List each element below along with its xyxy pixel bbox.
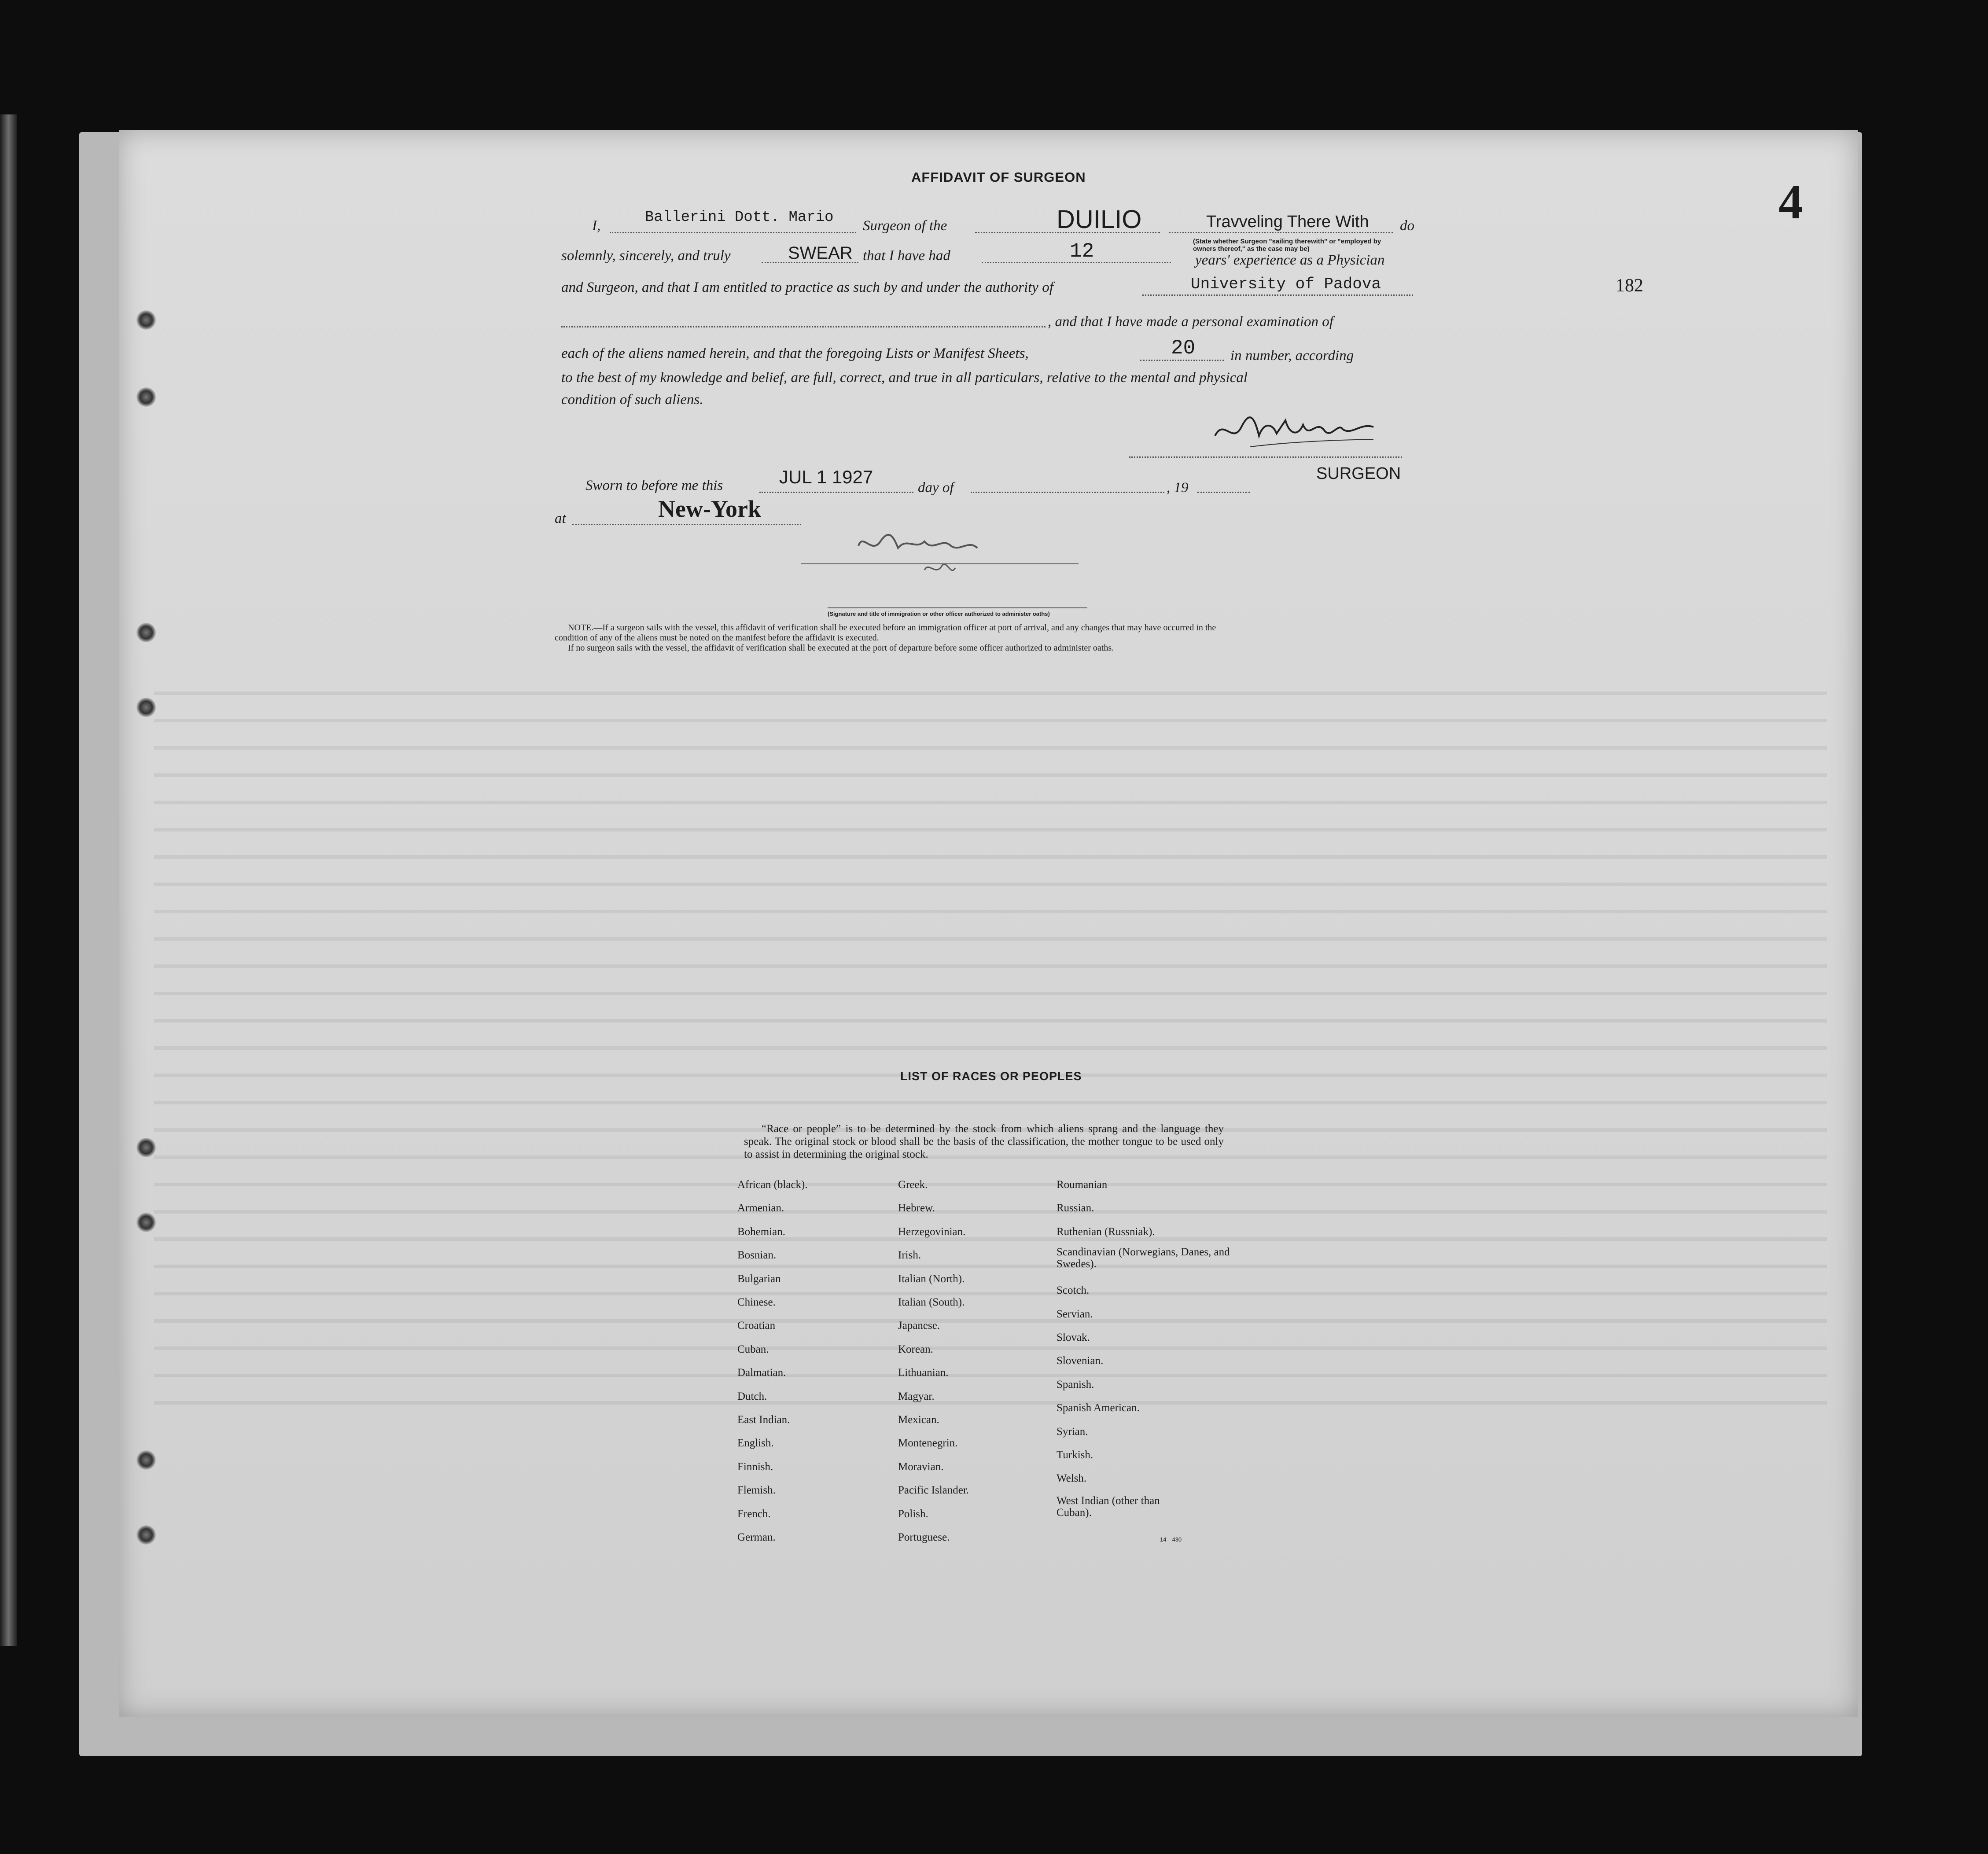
race-item: Spanish. [1057, 1378, 1094, 1390]
race-item: Greek. [898, 1179, 928, 1191]
race-item: Croatian [737, 1320, 776, 1332]
race-item: Montenegrin. [898, 1437, 958, 1449]
race-item: Irish. [898, 1249, 921, 1262]
race-item: Cuban. [737, 1343, 769, 1355]
race-item: Korean. [898, 1343, 933, 1355]
oath-text: , and that I have made a personal examination of [1048, 314, 1333, 330]
race-item: Syrian. [1057, 1425, 1088, 1438]
binder-hole [136, 310, 156, 330]
oath-text: that I have had [863, 248, 950, 264]
sheet-number: 182 [1616, 276, 1643, 296]
bleed-through-texture [154, 680, 1827, 1428]
race-item: African (black). [737, 1179, 808, 1191]
note-line: If no surgeon sails with the vessel, the affidavit of verification shall be executed at the port of departure before some officer authorized to administer oaths. [568, 643, 1114, 653]
at-label: at [555, 511, 566, 526]
races-intro: “Race or people” is to be determined by the stock from which aliens sprang and the language they speak. The original stock or blood shall be the basis of the classification, the mother tongue to be used only to assist in determining the original stock. [744, 1123, 1224, 1160]
officer-line [801, 563, 1079, 564]
race-item: Dutch. [737, 1390, 767, 1402]
race-item: Finnish. [737, 1460, 773, 1473]
oath-text: solemnly, sincerely, and truly [561, 248, 731, 264]
surgeon-capacity: Travveling There With [1206, 213, 1369, 231]
capacity-note: (State whether Surgeon "sailing therewith" or "employed by owners thereof," as the case may be) [1193, 238, 1381, 253]
binder-hole [136, 1525, 156, 1545]
race-item: Scandinavian (Norwegians, Danes, and Swedes). [1057, 1246, 1230, 1270]
binder-hole [136, 387, 156, 407]
oath-text: condition of such aliens. [561, 392, 703, 408]
race-item: Italian (South). [898, 1296, 965, 1309]
race-item: Turkish. [1057, 1449, 1093, 1461]
race-item: Polish. [898, 1508, 928, 1520]
sworn-text: Sworn to before me this [585, 478, 723, 493]
officer-signature [854, 528, 1021, 581]
race-item: Bosnian. [737, 1249, 777, 1262]
oath-text: years' experience as a Physician [1195, 252, 1385, 268]
affidavit-page [119, 130, 1858, 1717]
vessel-name: DUILIO [1057, 205, 1142, 234]
sheets-line [1140, 360, 1224, 361]
officer-line-2 [828, 607, 1087, 608]
race-item: Moravian. [898, 1460, 944, 1473]
race-item: Bulgarian [737, 1273, 781, 1285]
sworn-date: JUL 1 1927 [779, 467, 873, 487]
oath-text: Surgeon of the [863, 218, 947, 234]
race-item: East Indian. [737, 1414, 790, 1426]
race-item: Mexican. [898, 1414, 939, 1426]
affidavit-note [555, 623, 1435, 653]
place-line [572, 524, 801, 525]
binder-hole [136, 1450, 156, 1470]
form-code: 14—430 [1160, 1536, 1182, 1543]
note-line: condition of any of the aliens must be noted on the manifest before the affidavit is executed. [555, 633, 879, 643]
race-item: Magyar. [898, 1390, 935, 1402]
race-item: Italian (North). [898, 1273, 965, 1285]
race-item: Flemish. [737, 1484, 776, 1497]
race-item: Slovenian. [1057, 1355, 1104, 1367]
race-item: Herzegovinian. [898, 1225, 966, 1238]
race-item: Pacific Islander. [898, 1484, 969, 1497]
surgeon-name: Ballerini Dott. Mario [645, 209, 834, 226]
race-item: French. [737, 1508, 771, 1520]
race-item: Servian. [1057, 1308, 1093, 1320]
race-item: Bohemian. [737, 1225, 786, 1238]
races-column-2 [898, 1173, 969, 1549]
officer-caption: (Signature and title of immigration or other officer authorized to administer oaths) [828, 611, 1050, 617]
authority-line-2 [561, 326, 1046, 327]
note-line: NOTE.—If a surgeon sails with the vessel, this affidavit of verification shall be executed before an immigration officer at port of arrival, and any changes that may have occurred in the [568, 623, 1216, 633]
oath-text: in number, according [1230, 348, 1354, 364]
race-item: Scotch. [1057, 1284, 1090, 1297]
race-item: Dalmatian. [737, 1367, 786, 1379]
years-experience: 12 [1070, 240, 1094, 263]
race-item: Portuguese. [898, 1531, 950, 1544]
signature-line [1129, 456, 1402, 458]
month-line [971, 492, 1164, 493]
authority-line [1142, 294, 1413, 296]
page-title: AFFIDAVIT OF SURGEON [911, 169, 1086, 185]
race-item: Roumanian [1057, 1179, 1108, 1191]
race-item: Armenian. [737, 1202, 784, 1214]
race-item: Slovak. [1057, 1332, 1090, 1344]
oath-word: SWEAR [788, 243, 853, 263]
capacity-line [1169, 232, 1393, 233]
surgeon-signature [1211, 405, 1378, 453]
races-title: LIST OF RACES OR PEOPLES [900, 1070, 1082, 1083]
binder-hole [136, 623, 156, 642]
race-item: Japanese. [898, 1320, 940, 1332]
oath-text: do [1400, 218, 1414, 234]
sworn-date-line [759, 492, 913, 493]
oath-text: to the best of my knowledge and belief, are full, correct, and true in all particulars, relative to the mental and physical [561, 370, 1248, 386]
binder-hole [136, 1213, 156, 1232]
race-item: English. [737, 1437, 774, 1449]
binder-hole [136, 698, 156, 717]
race-item: Welsh. [1057, 1472, 1087, 1485]
page-number: 4 [1778, 175, 1803, 229]
oath-text: and Surgeon, and that I am entitled to practice as such by and under the authority of [561, 280, 1053, 295]
race-item: Chinese. [737, 1296, 776, 1309]
race-item: Ruthenian (Russniak). [1057, 1225, 1155, 1238]
year-prefix: , 19 [1167, 480, 1189, 496]
surgeon-name-line [610, 232, 856, 233]
races-column-3 [1057, 1173, 1233, 1519]
race-item: Lithuanian. [898, 1367, 949, 1379]
race-item: Hebrew. [898, 1202, 935, 1214]
day-of-text: day of [918, 480, 954, 496]
race-item: Russian. [1057, 1202, 1094, 1214]
race-item: Spanish American. [1057, 1402, 1140, 1414]
oath-text: each of the aliens named herein, and that the foregoing Lists or Manifest Sheets, [561, 346, 1029, 361]
race-item: West Indian (other than Cuban). [1057, 1494, 1160, 1519]
binder-hole [136, 1138, 156, 1157]
races-column-1 [737, 1173, 808, 1549]
year-line [1197, 492, 1250, 493]
race-item: German. [737, 1531, 776, 1544]
scan-edge [0, 114, 17, 1646]
place: New-York [658, 496, 761, 522]
surgeon-label: SURGEON [1316, 464, 1401, 483]
authority: University of Padova [1191, 275, 1381, 293]
oath-text: I, [592, 218, 601, 234]
sheets-count: 20 [1171, 337, 1196, 360]
